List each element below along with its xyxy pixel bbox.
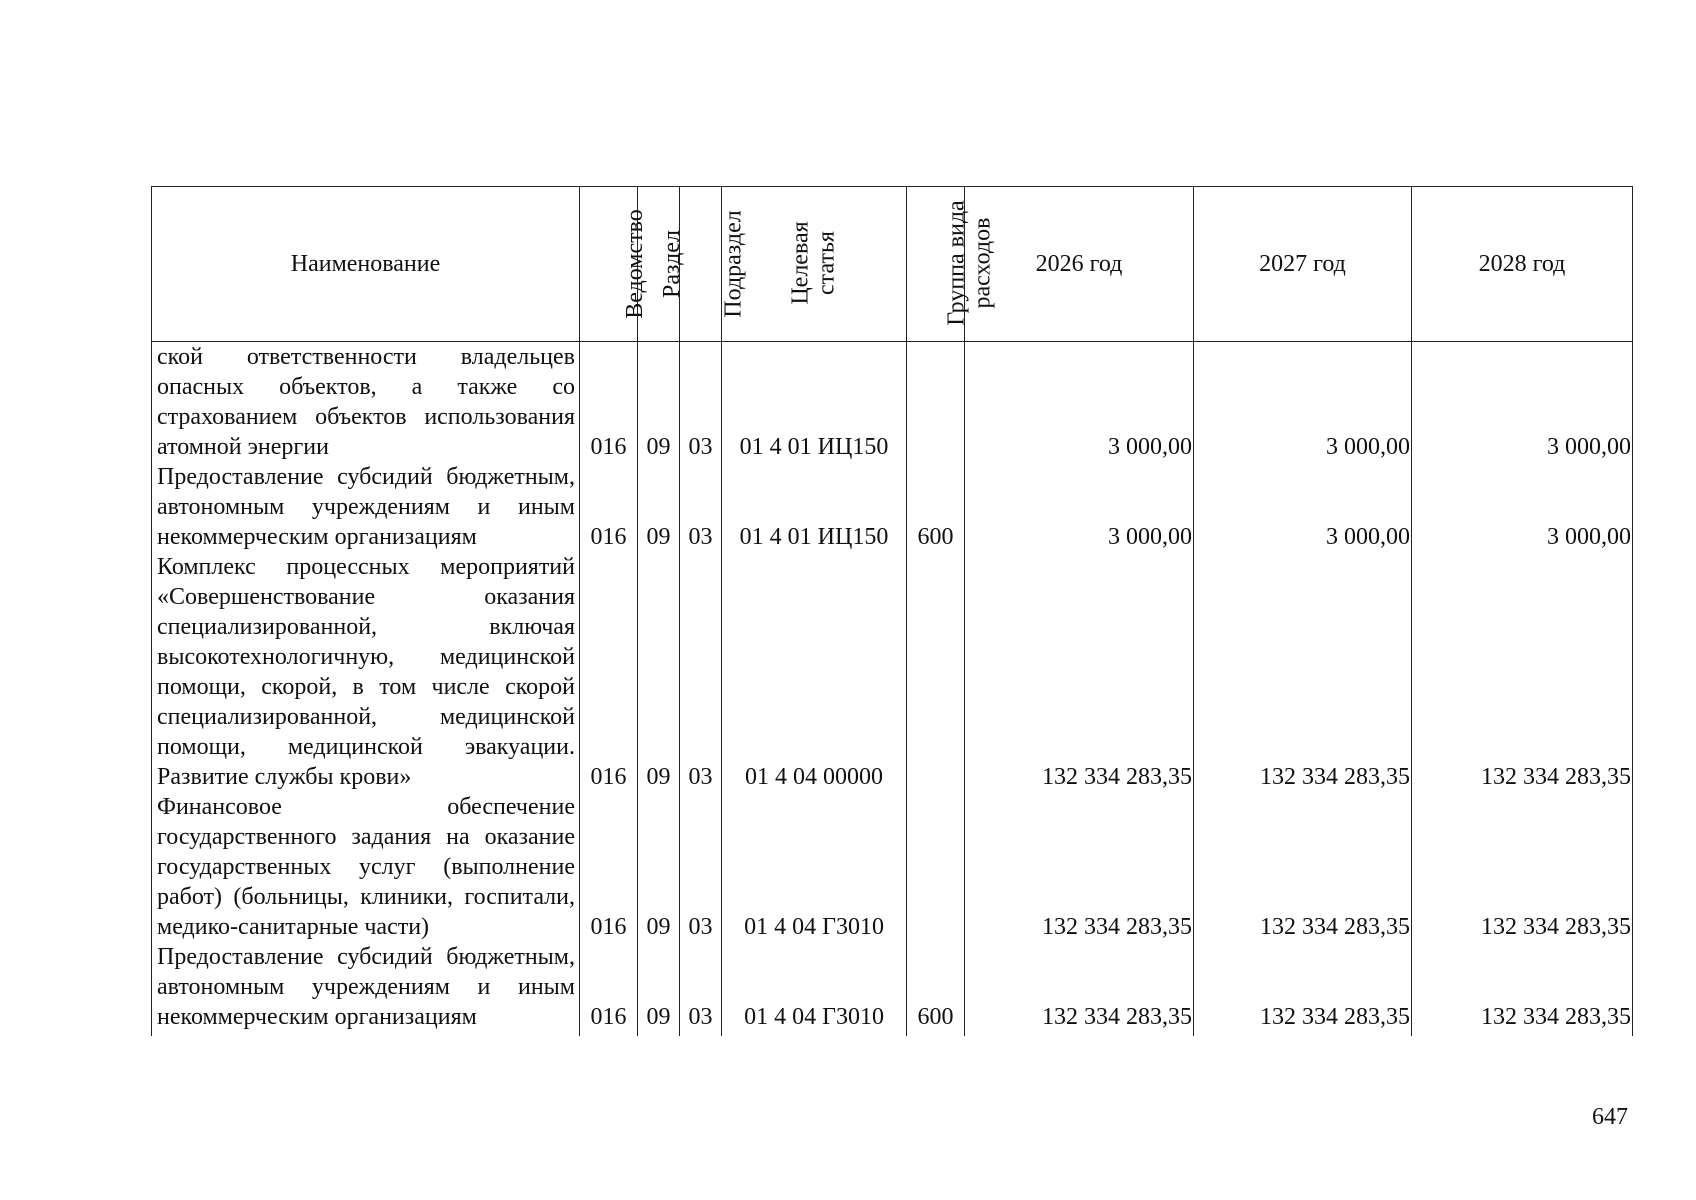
cell-2028: 132 334 283,35	[1412, 942, 1633, 1036]
cell-2026: 132 334 283,35	[965, 792, 1194, 942]
header-vedomstvo: Ведомство	[580, 187, 638, 342]
header-2028: 2028 год	[1412, 187, 1633, 342]
cell-podrazdel: 03	[680, 942, 722, 1036]
cell-name: Финансовое обеспечение государственного задания на оказание государственных услуг (выполнение работ) (больницы, клиники, госпитали, медико-санитарные части)	[152, 792, 580, 942]
cell-vedomstvo: 016	[580, 942, 638, 1036]
cell-gruppa: 600	[907, 942, 965, 1036]
header-2026: 2026 год	[965, 187, 1194, 342]
cell-2027: 132 334 283,35	[1194, 942, 1412, 1036]
cell-celevaya-statya: 01 4 04 Г3010	[722, 942, 907, 1036]
cell-celevaya-statya: 01 4 01 ИЦ150	[722, 342, 907, 463]
cell-2028: 132 334 283,35	[1412, 792, 1633, 942]
cell-celevaya-statya: 01 4 01 ИЦ150	[722, 462, 907, 552]
cell-celevaya-statya: 01 4 04 00000	[722, 552, 907, 792]
cell-2027: 132 334 283,35	[1194, 792, 1412, 942]
header-razdel: Раздел	[638, 187, 680, 342]
cell-2026: 3 000,00	[965, 462, 1194, 552]
cell-2026: 132 334 283,35	[965, 552, 1194, 792]
cell-vedomstvo: 016	[580, 792, 638, 942]
cell-2028: 3 000,00	[1412, 462, 1633, 552]
cell-razdel: 09	[638, 552, 680, 792]
cell-name: Предоставление субсидий бюджетным, автономным учреждениям и иным некоммерческим организациям	[152, 942, 580, 1036]
header-name: Наименование	[152, 187, 580, 342]
cell-name: ской ответственности владельцев опасных объектов, а также со страхованием объектов использования атомной энергии	[152, 342, 580, 463]
cell-vedomstvo: 016	[580, 552, 638, 792]
table-header-row	[152, 187, 1633, 342]
cell-vedomstvo: 016	[580, 462, 638, 552]
cell-podrazdel: 03	[680, 792, 722, 942]
cell-name: Предоставление субсидий бюджетным, автономным учреждениям и иным некоммерческим организациям	[152, 462, 580, 552]
table-row	[152, 552, 1633, 792]
header-podrazdel: Подраздел	[680, 187, 722, 342]
cell-razdel: 09	[638, 792, 680, 942]
table-row	[152, 792, 1633, 942]
cell-razdel: 09	[638, 462, 680, 552]
cell-gruppa	[907, 552, 965, 792]
cell-2028: 3 000,00	[1412, 342, 1633, 463]
table-row	[152, 462, 1633, 552]
page-number: 647	[1592, 1104, 1628, 1130]
cell-gruppa	[907, 792, 965, 942]
table-row	[152, 342, 1633, 463]
cell-razdel: 09	[638, 942, 680, 1036]
table-row	[152, 942, 1633, 1036]
cell-podrazdel: 03	[680, 462, 722, 552]
cell-2027: 132 334 283,35	[1194, 552, 1412, 792]
cell-gruppa	[907, 342, 965, 463]
cell-vedomstvo: 016	[580, 342, 638, 463]
cell-podrazdel: 03	[680, 552, 722, 792]
cell-podrazdel: 03	[680, 342, 722, 463]
cell-2027: 3 000,00	[1194, 462, 1412, 552]
cell-name: Комплекс процессных мероприятий «Совершенствование оказания специализированной, включая высокотехнологичную, медицинской помощи, скорой, в том числе скорой специализированной, медицинской помощи, медицинской эвакуации. Развитие службы крови»	[152, 552, 580, 792]
cell-2028: 132 334 283,35	[1412, 552, 1633, 792]
cell-2027: 3 000,00	[1194, 342, 1412, 463]
budget-table	[151, 186, 1633, 1036]
cell-2026: 132 334 283,35	[965, 942, 1194, 1036]
header-gruppa-vida-rashodov: Группа вида расходов	[907, 187, 965, 342]
cell-gruppa: 600	[907, 462, 965, 552]
header-celevaya-statya: Целевая статья	[722, 187, 907, 342]
cell-celevaya-statya: 01 4 04 Г3010	[722, 792, 907, 942]
cell-2026: 3 000,00	[965, 342, 1194, 463]
cell-razdel: 09	[638, 342, 680, 463]
header-2027: 2027 год	[1194, 187, 1412, 342]
